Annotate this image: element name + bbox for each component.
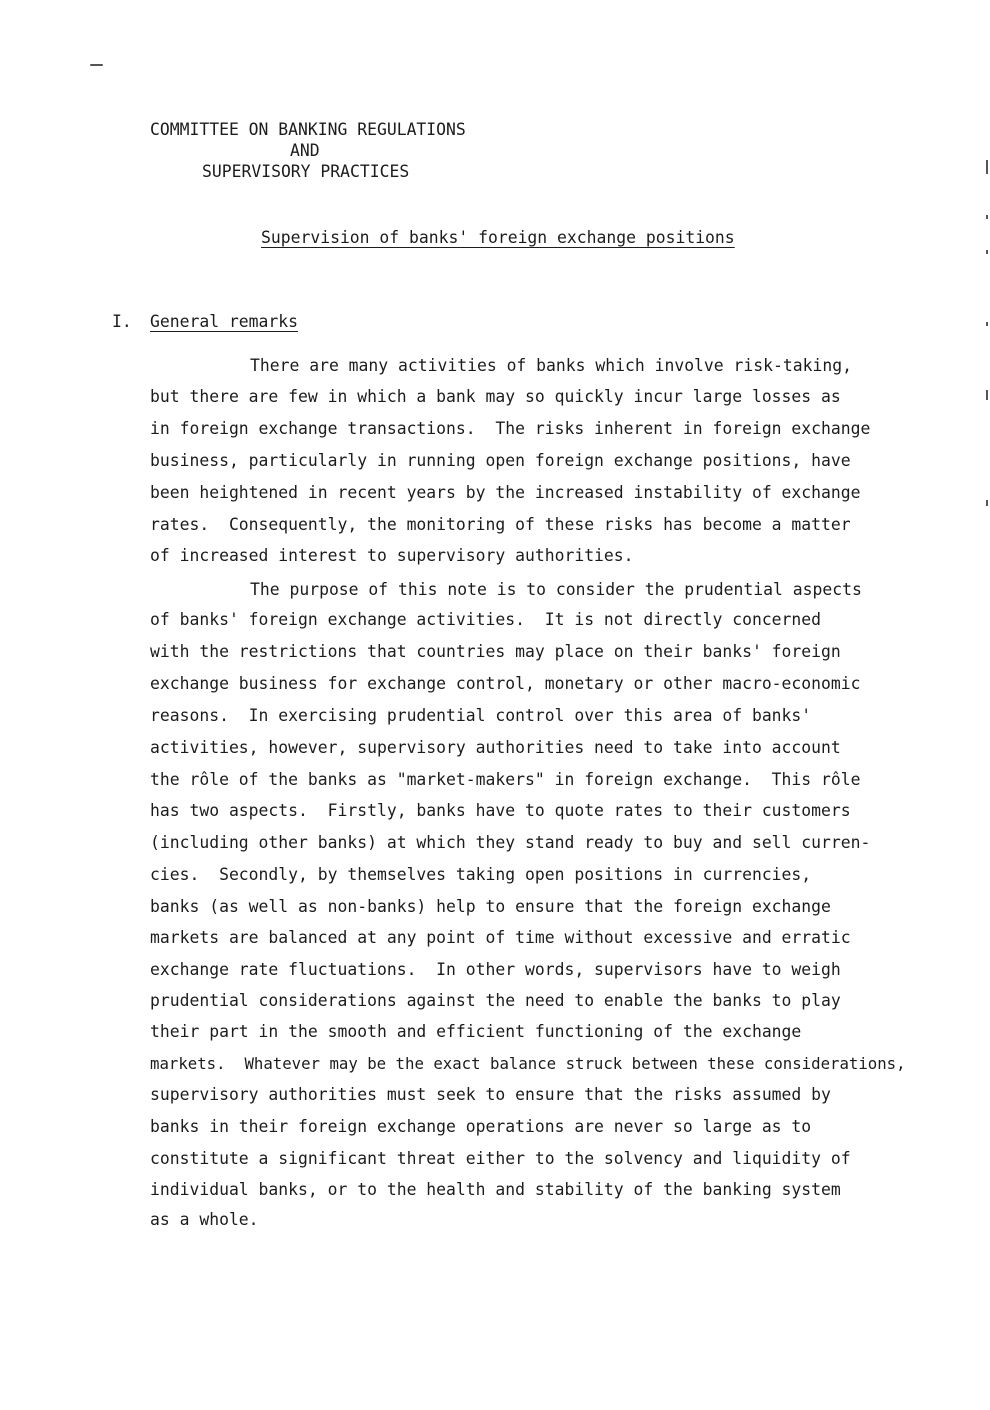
paragraph-line: in foreign exchange transactions. The risks inherent in foreign exchange [150,419,871,438]
section-number: I. [112,312,132,331]
paragraph-line: been heightened in recent years by the increased instability of exchange [150,483,861,502]
paragraph-line: exchange business for exchange control, monetary or other macro-economic [150,674,861,693]
scan-mark [986,215,988,219]
paragraph-line: banks in their foreign exchange operations are never so large as to [150,1117,812,1136]
scan-mark [986,390,988,400]
committee-name-line1: COMMITTEE ON BANKING REGULATIONS [150,120,466,139]
paragraph-line: individual banks, or to the health and stability of the banking system [150,1180,841,1199]
paragraph-line: constitute a significant threat either to the solvency and liquidity of [150,1149,851,1168]
paragraph-line: has two aspects. Firstly, banks have to quote rates to their customers [150,801,851,820]
paragraph-line: markets are balanced at any point of time without excessive and erratic [150,928,851,947]
paragraph-line: The purpose of this note is to consider the prudential aspects [250,580,862,599]
paragraph-line: with the restrictions that countries may place on their banks' foreign [150,642,841,661]
paragraph-line: rates. Consequently, the monitoring of these risks has become a matter [150,515,851,534]
paragraph-line: supervisory authorities must seek to ensure that the risks assumed by [150,1085,831,1104]
paragraph-line: There are many activities of banks which involve risk-taking, [250,356,852,375]
paragraph-line: (including other banks) at which they stand ready to buy and sell curren- [150,833,871,852]
paragraph-line: exchange rate fluctuations. In other words, supervisors have to weigh [150,960,841,979]
scan-mark [986,250,988,254]
paragraph-line: as a whole. [150,1210,259,1229]
paragraph-line: their part in the smooth and efficient functioning of the exchange [150,1022,802,1041]
paragraph-line: cies. Secondly, by themselves taking open positions in currencies, [150,865,812,884]
paragraph-line: business, particularly in running open foreign exchange positions, have [150,451,851,470]
paragraph-line: banks (as well as non-banks) help to ensure that the foreign exchange [150,897,831,916]
paragraph-line: of increased interest to supervisory authorities. [150,546,634,565]
section-heading: General remarks [150,312,299,331]
paragraph-line: activities, however, supervisory authorities need to take into account [150,738,841,757]
scan-mark [986,160,988,174]
paragraph-line: prudential considerations against the need to enable the banks to play [150,991,841,1010]
scan-mark [986,322,988,326]
document-title: Supervision of banks' foreign exchange positions [261,228,735,247]
scan-mark [90,64,103,66]
scan-mark [986,500,988,506]
paragraph-line: but there are few in which a bank may so quickly incur large losses as [150,387,841,406]
paragraph-line: reasons. In exercising prudential control over this area of banks' [150,706,812,725]
paragraph-line: of banks' foreign exchange activities. It is not directly concerned [150,610,822,629]
committee-name-line2: AND [290,141,320,160]
committee-name-line3: SUPERVISORY PRACTICES [202,162,410,181]
paragraph-line: markets. Whatever may be the exact balance struck between these considerations, [150,1054,906,1073]
paragraph-line: the rôle of the banks as "market-makers" in foreign exchange. This rôle [150,770,861,789]
